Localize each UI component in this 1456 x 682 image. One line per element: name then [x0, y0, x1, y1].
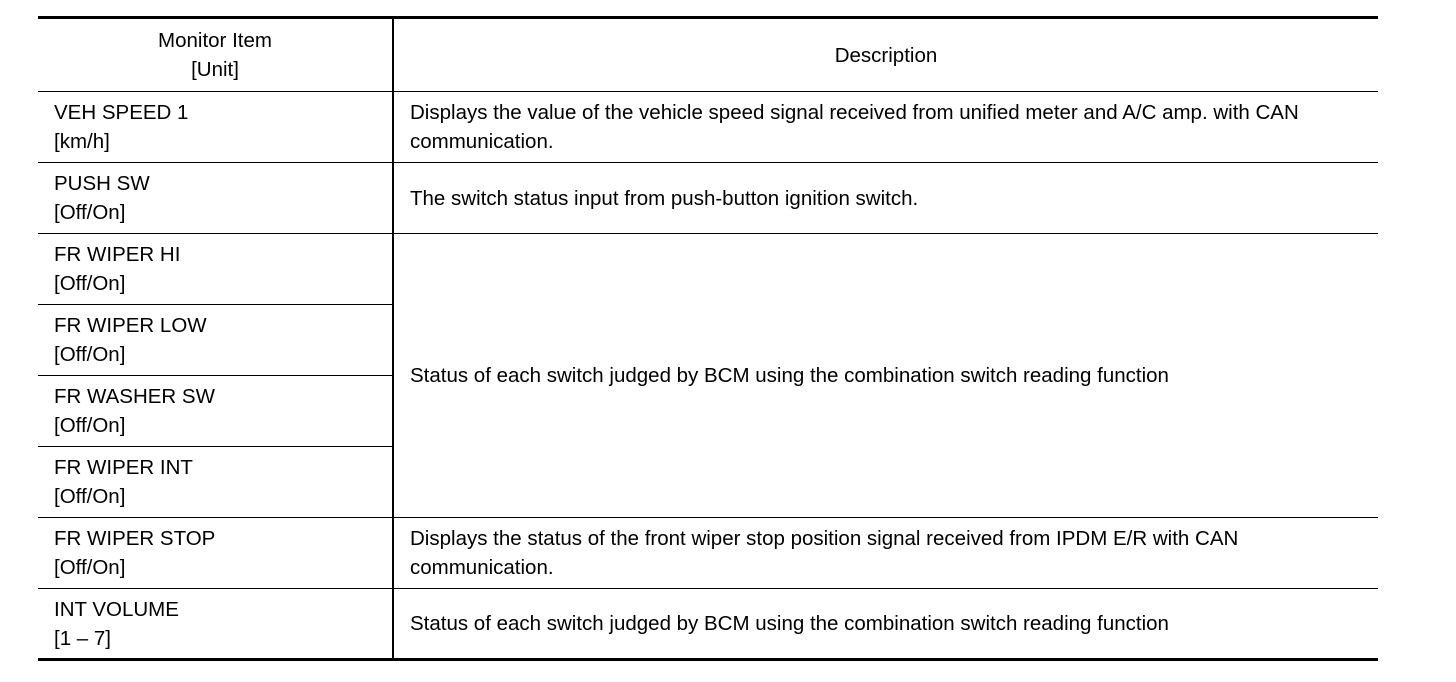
item-name: FR WIPER INT	[54, 456, 193, 479]
item-name: INT VOLUME	[54, 597, 179, 621]
item-name: PUSH SW	[54, 172, 150, 195]
header-item-label: Monitor Item	[158, 29, 272, 52]
monitor-item-cell	[38, 589, 393, 660]
item-unit: [Off/On]	[54, 556, 126, 579]
item-unit: [Off/On]	[54, 414, 126, 437]
item-name: VEH SPEED 1	[54, 101, 189, 124]
monitor-item-cell	[38, 234, 393, 305]
header-monitor-item	[38, 18, 393, 92]
monitor-item-cell	[38, 518, 393, 589]
monitor-item-cell	[38, 305, 393, 376]
monitor-item-cell	[38, 447, 393, 518]
item-unit: [km/h]	[54, 130, 110, 153]
item-unit: [Off/On]	[54, 201, 126, 224]
item-unit: [Off/On]	[54, 272, 126, 295]
description-cell: Displays the status of the front wiper stop position signal received from IPDM E/R with CAN communication.	[393, 518, 1378, 589]
table-row	[38, 518, 1378, 589]
item-unit: [1 – 7]	[54, 626, 111, 650]
monitor-item-cell	[38, 163, 393, 234]
item-unit: [Off/On]	[54, 343, 126, 366]
monitor-item-cell	[38, 376, 393, 447]
monitor-item-table	[38, 16, 1378, 661]
description-cell: Displays the value of the vehicle speed signal received from unified meter and A/C amp. with CAN communication.	[393, 92, 1378, 163]
table-row	[38, 234, 1378, 305]
description-cell-merged: Status of each switch judged by BCM using the combination switch reading function	[393, 234, 1378, 518]
description-cell: Status of each switch judged by BCM using the combination switch reading function	[393, 589, 1378, 660]
item-name: FR WIPER HI	[54, 243, 181, 266]
header-description: Description	[393, 18, 1378, 92]
table-header-row	[38, 18, 1378, 92]
monitor-item-cell	[38, 92, 393, 163]
description-cell: The switch status input from push-button ignition switch.	[393, 163, 1378, 234]
item-name: FR WIPER LOW	[54, 314, 207, 337]
item-name: FR WIPER STOP	[54, 527, 216, 550]
item-unit: [Off/On]	[54, 485, 126, 508]
header-unit-label: [Unit]	[191, 58, 239, 81]
item-name: FR WASHER SW	[54, 385, 215, 408]
table-row	[38, 589, 1378, 660]
table-row	[38, 163, 1378, 234]
table-row	[38, 92, 1378, 163]
